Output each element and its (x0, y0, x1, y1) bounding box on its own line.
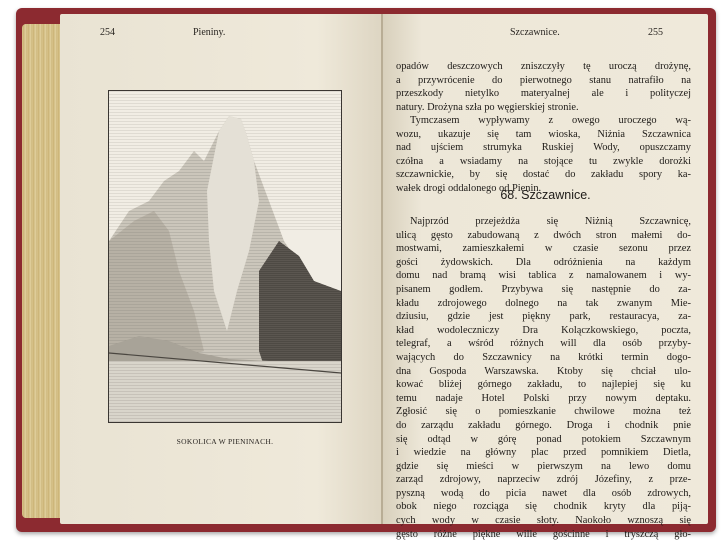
text-line: gdzie się mieści w pierwszym na lewo domu (396, 460, 691, 472)
text-line: szczawnickie, by się dostać do zakładu spory ka- (396, 169, 691, 181)
text-line: do zarządu zakładu górnego. Droga i chodnik pnie (396, 419, 691, 431)
text-line: przeszkody nietylko materyalnej ale i polityczej (396, 88, 691, 100)
text-line: wałek drogi oddalonego od Pienin. (396, 182, 542, 194)
text-line: i wiedzie na główny plac przed pomnikiem Dietla, (396, 447, 691, 459)
text-line: się odtąd w górę ponad potokiem Szczawnym (396, 433, 691, 445)
text-line: kładu zdrojowego dolnego na tak zwanym Mie- (396, 297, 691, 309)
text-line: wających do Szczawnicy na krótki termin dogo- (396, 351, 691, 363)
text-line: wozu, ukazuje się tam wioska, Niżnia Szczawnica (396, 128, 691, 140)
paragraph-2 (396, 114, 691, 196)
illustration-caption: SOKOLICA W PIENINACH. (176, 437, 274, 446)
left-running-head: Pieniny. (193, 27, 226, 38)
text-line: ulicą gęsto zabudowaną z dwóch stron małemi do- (396, 229, 691, 241)
text-line: Najprzód przejeżdża się Niżnią Szczawnicę, (410, 216, 691, 227)
text-line: cych wody w czasie słoty. Naokoło wznoszą się (396, 515, 691, 527)
text-line: Tymczasem wypływamy z owego uroczego wą- (410, 115, 691, 126)
text-line: dna Gospoda Warszawska. Ktoby się chciał ulo- (396, 365, 691, 377)
text-line: kład wodoleczniczy Dra Kolączkowskiego, poczta, (396, 324, 691, 336)
text-line: opadów deszczowych zniszczyły tę uroczą drożynę, (396, 61, 691, 72)
text-line: natury. Drożyna szła po węgierskiej stronie. (396, 101, 579, 113)
left-page-number: 254 (100, 27, 115, 38)
paragraph-1 (396, 60, 691, 114)
text-line: kować bliżej górnego zakładu, to najlepiej się ku (396, 379, 691, 391)
text-line: zarząd zdrojowy, naprzeciw zdrój Józefiny, z prze- (396, 474, 691, 486)
text-line: nad ujściem strumyka Ruskiej Wody, opuszczamy (396, 142, 691, 154)
text-line: temu nadaje Hotel Polski przy nowym deptaku. (396, 392, 691, 404)
text-line: dziusiu, gdzie jest piękny park, restauracya, za- (396, 311, 691, 323)
mountain-gorge-engraving (109, 91, 341, 422)
text-line: obok niego rozciąga się chodnik kryty dla piją- (396, 501, 691, 513)
engraving-illustration (108, 90, 342, 423)
section-title: 68. Szczawnice. (500, 188, 591, 202)
text-line: pisanem godłem. Przybywa się następnie do za- (396, 283, 691, 295)
text-line: mostwami, zamieszkałemi w czasie sezonu przez (396, 243, 691, 255)
right-page-number: 255 (648, 27, 663, 38)
text-line: domu nad bramą wisi tablica z namalowanem i wy- (396, 270, 691, 282)
text-line: telegraf, a wśród różnych will dla osób przyby- (396, 338, 691, 350)
paragraph-3 (396, 215, 691, 541)
text-line: czółna a wsiadamy na stojące tu zwykle dorożki (396, 155, 691, 167)
text-line: gości żydowskich. Dla odróżnienia na każdym (396, 256, 691, 268)
text-line: pyszną wodą do picia nawet dla osób zdrowych, (396, 487, 691, 499)
text-line: gęsto różne piękne wille gościnne i tryszczą gło- (396, 528, 691, 540)
text-line: a przywrócenie do pierwotnego stanu natrafiło na (396, 74, 691, 86)
right-running-head: Szczawnice. (510, 27, 560, 38)
text-line: Zgłosić się o pomieszkanie chwilowe można też (396, 406, 691, 418)
